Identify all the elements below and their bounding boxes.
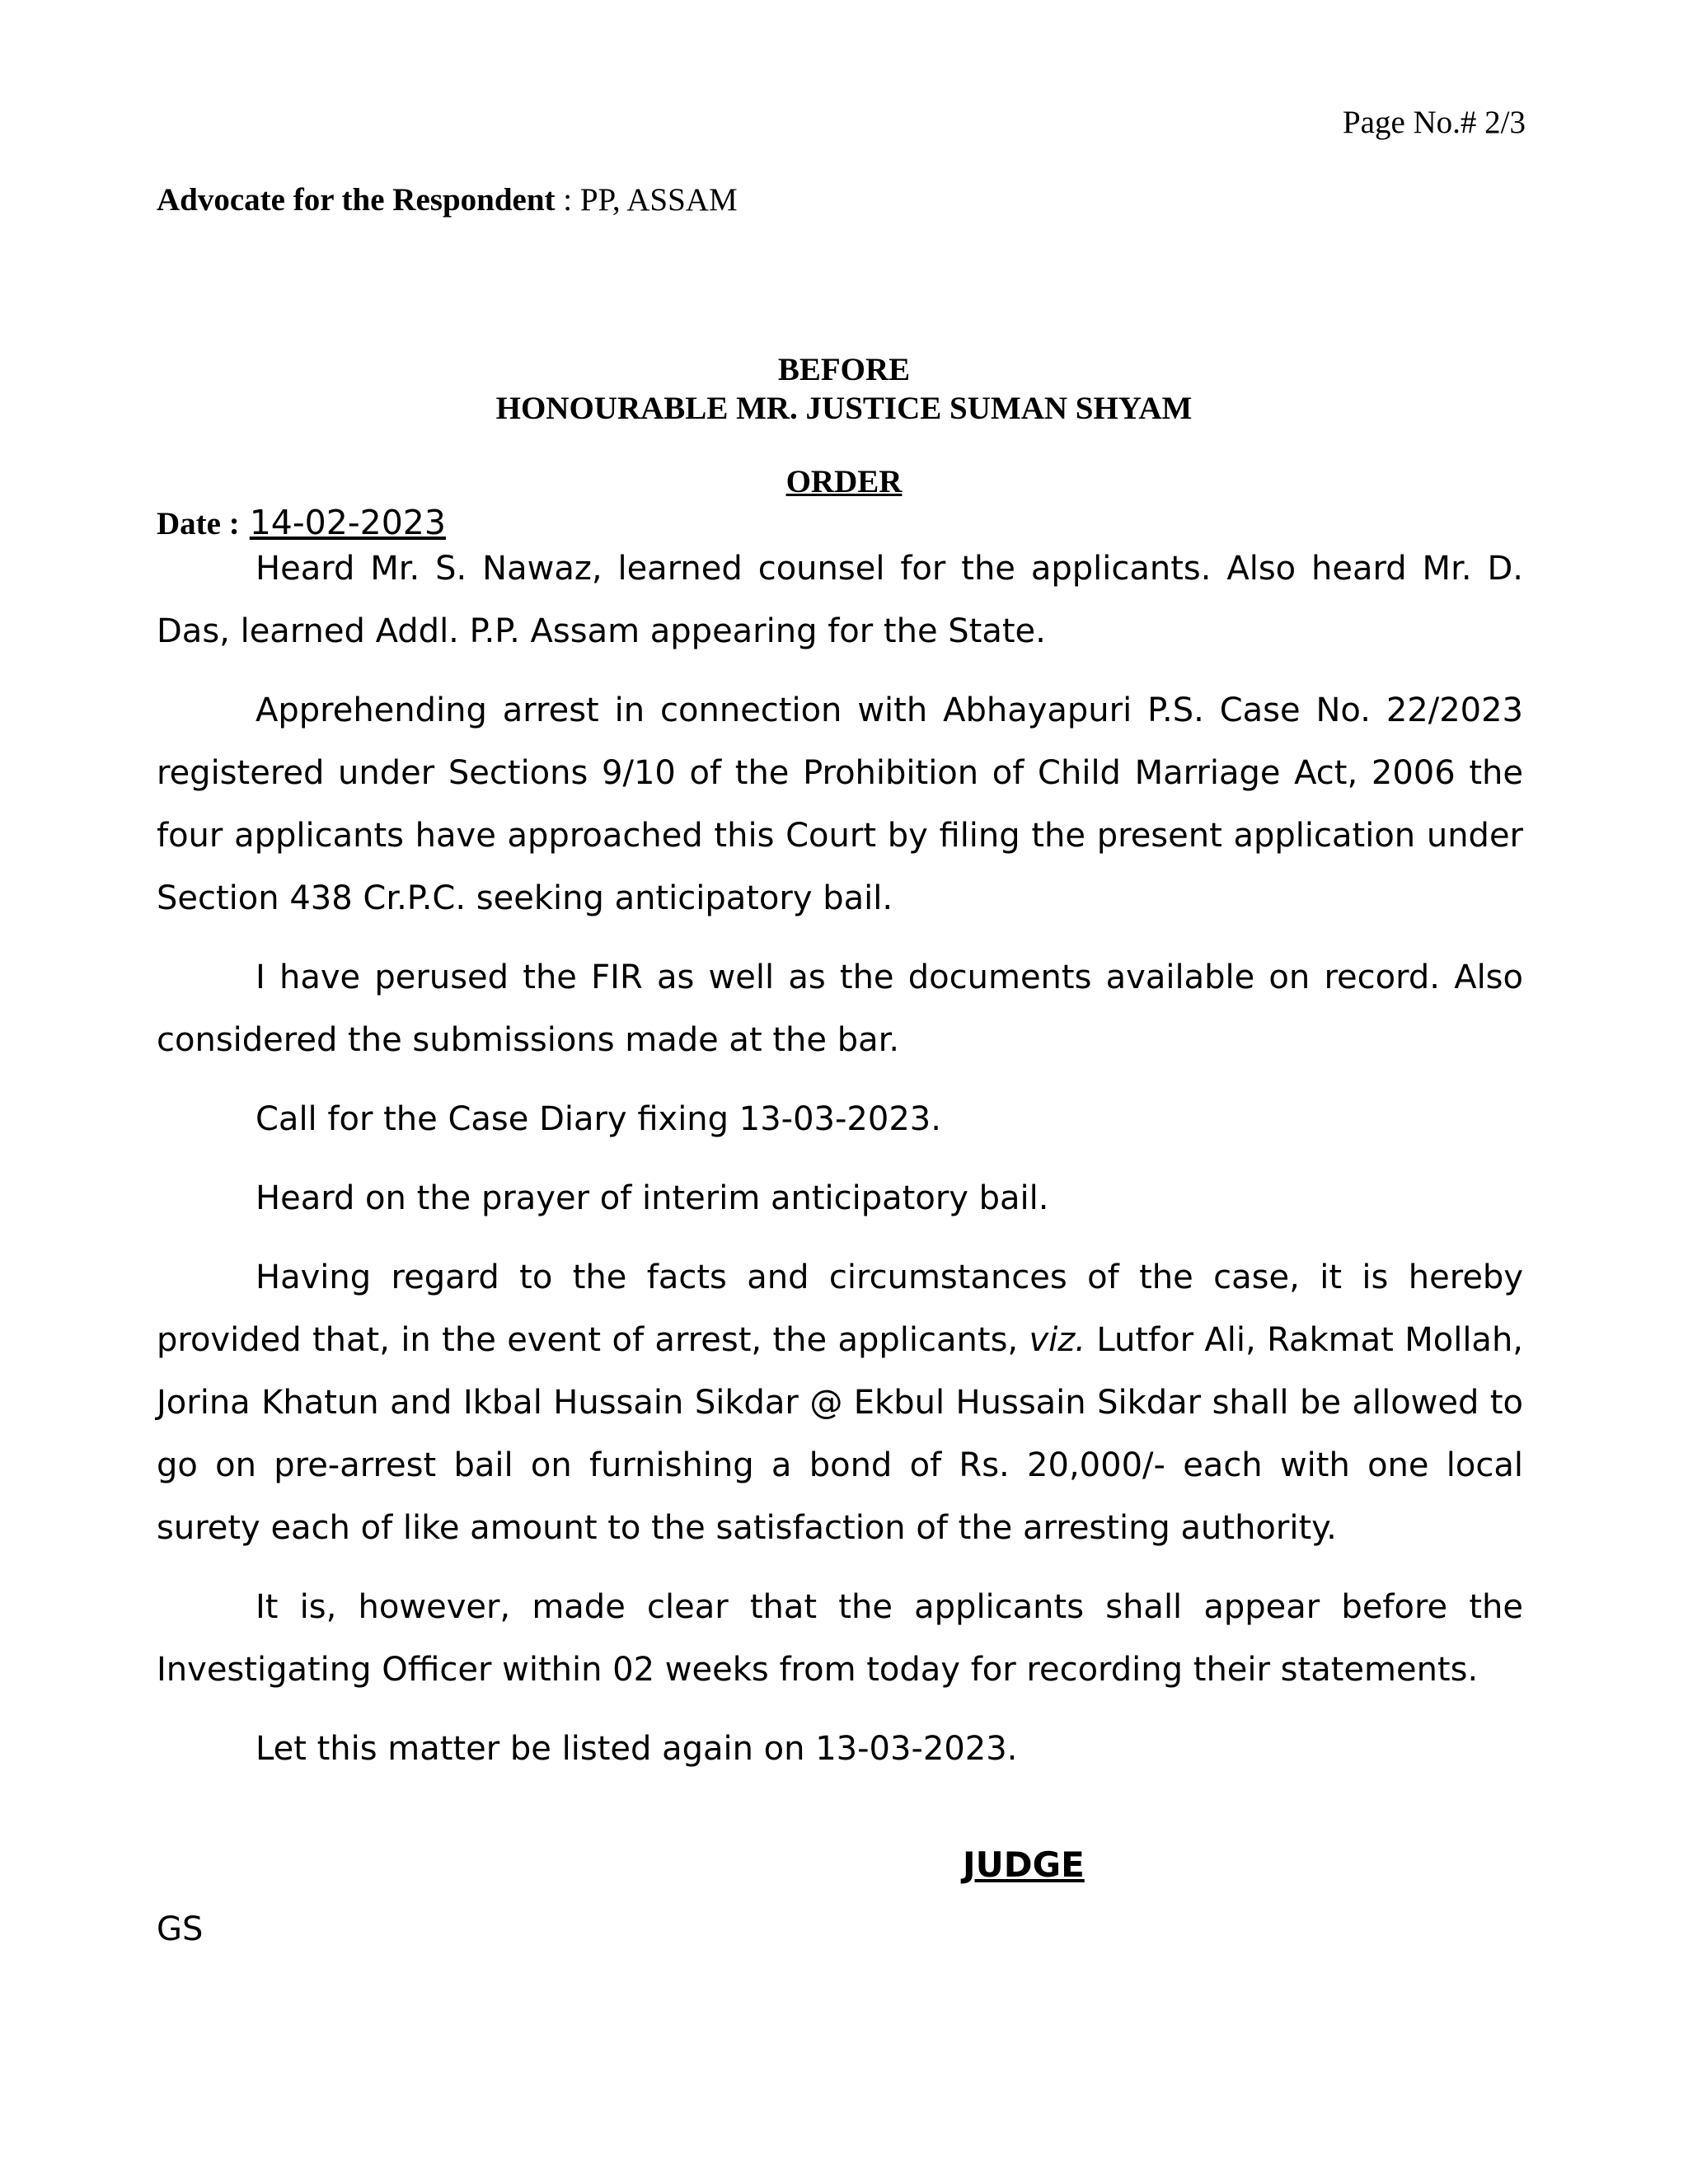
- before-label: BEFORE: [777, 352, 911, 387]
- order-body: [157, 537, 1523, 1797]
- bench-heading: [0, 350, 1688, 428]
- order-title: ORDER: [785, 464, 903, 499]
- paragraph-listing: Let this matter be listed again on 13-03-2023.: [256, 1730, 1018, 1768]
- bail-text-part-2: Lutfor Ali, Rakmat Mollah, Jorina Khatun and Ikbal Hussain Sikdar @ Ekbul Hussain Sikdar shall be allowed to go on pre-arrest bail on furnishing a bond of Rs. 20,000/- each with one local surety each of like amount to the satisfaction of the arresting authority.: [157, 1321, 1524, 1547]
- bail-text-part-1: Having regard to the facts and circumstances of the case, it is hereby provided that, in the event of arrest, the applicants,: [157, 1258, 1523, 1359]
- paragraph-application: Apprehending arrest in connection with Abhayapuri P.S. Case No. 22/2023 registered under Sections 9/10 of the Prohibition of Child Marriage Act, 2006 the four applicants have approached this Court by filing the present application under Section 438 Cr.P.C. seeking anticipatory bail.: [157, 691, 1523, 917]
- respondent-separator: :: [555, 182, 580, 218]
- judge-name: HONOURABLE MR. JUSTICE SUMAN SHYAM: [495, 391, 1193, 426]
- paragraph-case-diary: Call for the Case Diary fixing 13-03-2023.: [256, 1100, 941, 1138]
- judge-signature-label: JUDGE: [963, 1844, 1085, 1885]
- date-label: Date :: [157, 506, 240, 541]
- paragraph-appearance: It is, however, made clear that the applicants shall appear before the Investigating Officer within 02 weeks from today for recording their statements.: [157, 1588, 1523, 1689]
- date-value: 14-02-2023: [249, 503, 446, 542]
- paragraph-hearing: Heard Mr. S. Nawaz, learned counsel for the applicants. Also heard Mr. D. Das, learned Addl. P.P. Assam appearing for the State.: [157, 550, 1523, 650]
- paragraph-interim-prayer: Heard on the prayer of interim anticipatory bail.: [256, 1179, 1049, 1217]
- respondent-value: PP, ASSAM: [579, 182, 738, 218]
- paragraph-bail-provision: [157, 1246, 1523, 1559]
- respondent-advocate-line: [157, 181, 738, 218]
- bail-text-italic: viz.: [1029, 1321, 1086, 1359]
- order-date-line: [157, 503, 446, 542]
- typist-initials: GS: [157, 1910, 204, 1948]
- page-number: Page No.# 2/3: [1342, 105, 1526, 140]
- respondent-label: Advocate for the Respondent: [157, 182, 556, 218]
- paragraph-perusal: I have perused the FIR as well as the documents available on record. Also considered the submissions made at the bar.: [157, 958, 1523, 1059]
